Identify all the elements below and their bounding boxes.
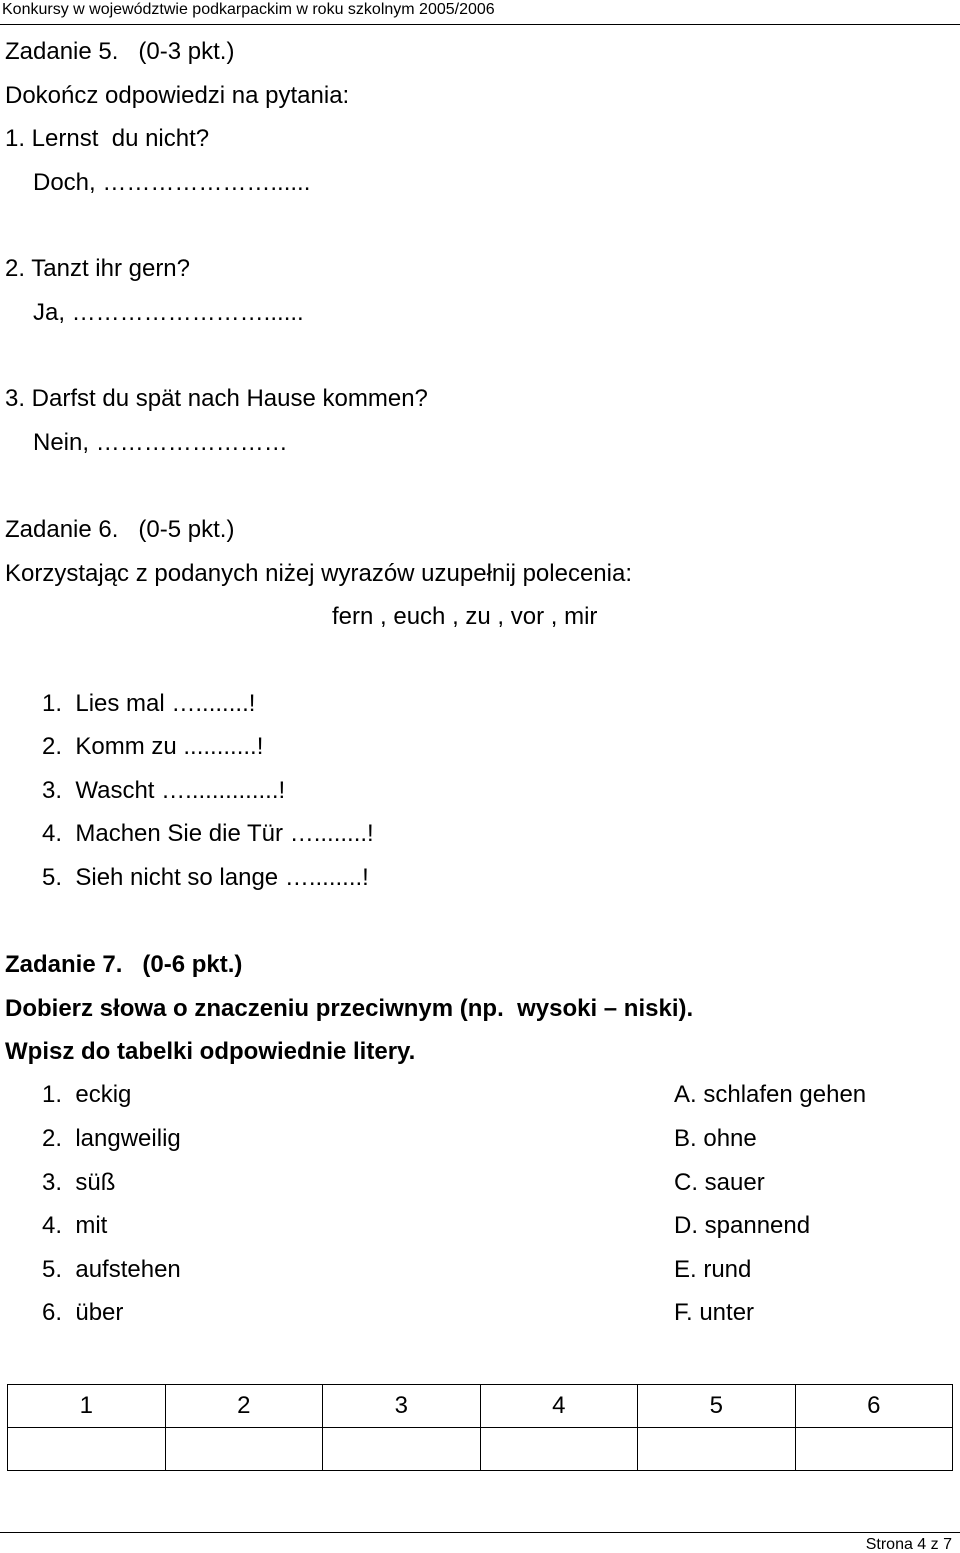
- header-divider: [0, 24, 960, 25]
- task6-item-3: 3. Wascht …..............!: [42, 777, 286, 804]
- task7-title: Zadanie 7. (0-6 pkt.): [5, 951, 243, 978]
- task7-left-5: 5. aufstehen: [42, 1256, 181, 1283]
- task5-answer-2: Ja, ……………………......: [33, 299, 304, 326]
- task7-left-6: 6. über: [42, 1299, 124, 1326]
- task7-instruction-1: Dobierz słowa o znaczeniu przeciwnym (np. wysoki – niski).: [5, 995, 694, 1022]
- task6-title: Zadanie 6. (0-5 pkt.): [5, 516, 235, 543]
- task5-question-2: 2. Tanzt ihr gern?: [5, 255, 191, 282]
- answer-table-header: 5: [638, 1385, 796, 1428]
- task5-title: Zadanie 5. (0-3 pkt.): [5, 38, 235, 65]
- answer-cell-4[interactable]: [480, 1428, 638, 1471]
- task7-right-d: D. spannend: [674, 1212, 811, 1239]
- task5-question-1: 1. Lernst du nicht?: [5, 125, 210, 152]
- page-header: Konkursy w województwie podkarpackim w roku szkolnym 2005/2006: [2, 1, 495, 18]
- answer-cell-2[interactable]: [165, 1428, 323, 1471]
- task7-left-4: 4. mit: [42, 1212, 108, 1239]
- task6-item-1: 1. Lies mal …........!: [42, 690, 256, 717]
- page-number: Strona 4 z 7: [865, 1536, 952, 1553]
- task5-answer-3: Nein, ……………………: [33, 429, 288, 456]
- task5-answer-1: Doch, …………………......: [33, 169, 311, 196]
- answer-table-header: 4: [480, 1385, 638, 1428]
- task7-left-3: 3. süß: [42, 1169, 116, 1196]
- task7-right-c: C. sauer: [674, 1169, 765, 1196]
- answer-table-header: 2: [165, 1385, 323, 1428]
- task7-left-1: 1. eckig: [42, 1081, 132, 1108]
- answer-table-header: 6: [795, 1385, 953, 1428]
- answer-cell-5[interactable]: [638, 1428, 796, 1471]
- task6-word-bank: fern , euch , zu , vor , mir: [332, 603, 598, 630]
- task7-right-e: E. rund: [674, 1256, 752, 1283]
- footer-divider: [0, 1532, 960, 1533]
- answer-cell-1[interactable]: [8, 1428, 166, 1471]
- task7-right-a: A. schlafen gehen: [674, 1081, 867, 1108]
- answer-table-header: 3: [323, 1385, 481, 1428]
- task7-left-2: 2. langweilig: [42, 1125, 181, 1152]
- task6-item-2: 2. Komm zu ...........!: [42, 733, 264, 760]
- task6-item-5: 5. Sieh nicht so lange …........!: [42, 864, 369, 891]
- task7-right-f: F. unter: [674, 1299, 755, 1326]
- answer-table: [7, 1384, 953, 1471]
- answer-table-answer-row: [8, 1428, 953, 1471]
- answer-table-header-row: [8, 1385, 953, 1428]
- answer-cell-6[interactable]: [795, 1428, 953, 1471]
- task6-instruction: Korzystając z podanych niżej wyrazów uzupełnij polecenia:: [5, 560, 632, 587]
- answer-table-header: 1: [8, 1385, 166, 1428]
- task6-item-4: 4. Machen Sie die Tür …........!: [42, 820, 374, 847]
- task7-instruction-2: Wpisz do tabelki odpowiednie litery.: [5, 1038, 416, 1065]
- task7-right-b: B. ohne: [674, 1125, 757, 1152]
- answer-cell-3[interactable]: [323, 1428, 481, 1471]
- task5-question-3: 3. Darfst du spät nach Hause kommen?: [5, 385, 428, 412]
- task5-instruction: Dokończ odpowiedzi na pytania:: [5, 82, 350, 109]
